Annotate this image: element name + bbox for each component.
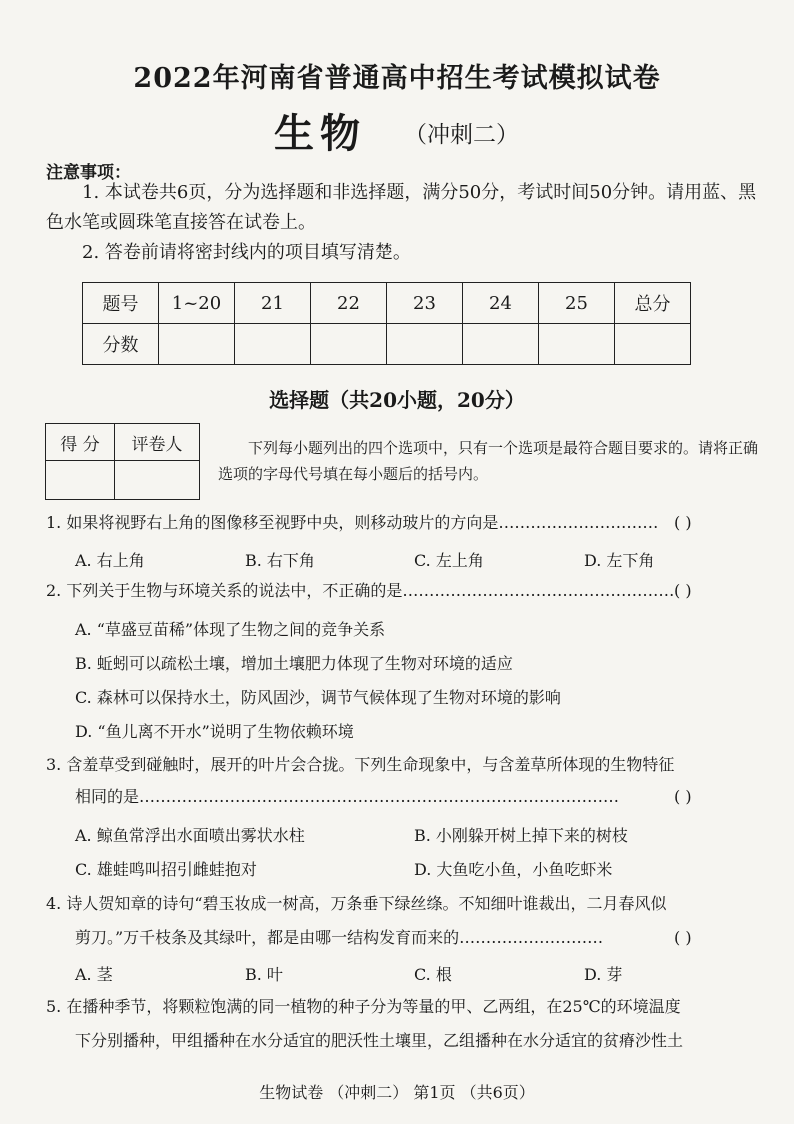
question-2-option-c: C. 森林可以保持水土，防风固沙，调节气候体现了生物对环境的影响 [75, 688, 561, 707]
score-table-cell: 21 [235, 283, 311, 324]
question-3-option-d: D. 大鱼吃小鱼，小鱼吃虾米 [414, 860, 613, 879]
answer-bracket[interactable]: ( ) [674, 581, 692, 600]
score-table [82, 282, 691, 365]
question-4-option-c: C. 根 [414, 965, 452, 984]
subject-line [0, 102, 794, 157]
question-4-stem-line-2: 剪刀。”万千枝条及其绿叶，都是由哪一结构发育而来的……………………… [75, 928, 604, 947]
score-input-cell[interactable] [235, 324, 311, 365]
question-5-stem-line-2: 下分别播种，甲组播种在水分适宜的肥沃性土壤里，乙组播种在水分适宜的贫瘠沙性土 [75, 1031, 684, 1050]
score-table-cell: 1~20 [159, 283, 235, 324]
question-3-option-b: B. 小刚躲开树上掉下来的树枝 [414, 826, 628, 845]
question-1-option-a: A. 右上角 [75, 551, 145, 570]
subject-name: 生物 [274, 110, 366, 157]
score-input-cell[interactable] [159, 324, 235, 365]
score-input-cell[interactable] [539, 324, 615, 365]
score-input-cell[interactable] [311, 324, 387, 365]
question-1-option-d: D. 左下角 [584, 551, 655, 570]
question-2-option-d: D. “鱼儿离不开水”说明了生物依赖环境 [75, 722, 354, 741]
question-5-stem-line-1: 5. 在播种季节，将颗粒饱满的同一植物的种子分为等量的甲、乙两组，在25℃的环境温度 [46, 997, 681, 1016]
grader-score-cell[interactable] [46, 461, 115, 500]
page-footer: 生物试卷 （冲刺二） 第1页 （共6页） [259, 1083, 535, 1102]
section-title: 选择题（共20小题，20分） [269, 388, 525, 412]
answer-bracket[interactable]: ( ) [674, 928, 692, 947]
question-2-option-b: B. 蚯蚓可以疏松土壤，增加土壤肥力体现了生物对环境的适应 [75, 654, 513, 673]
score-table-cell: 总分 [615, 283, 691, 324]
grader-table-grader-label: 评卷人 [115, 424, 200, 461]
notice-item-2: 2. 答卷前请将密封线内的项目填写清楚。 [82, 242, 411, 263]
question-3-stem-line-2: 相同的是……………………………………………………………………………… [75, 787, 620, 806]
question-2-stem: 2. 下列关于生物与环境关系的说法中，不正确的是…………………………………………… [46, 581, 675, 600]
question-3-option-c: C. 雄蛙鸣叫招引雌蛙抱对 [75, 860, 257, 879]
notice-heading: 注意事项： [46, 163, 131, 183]
exam-title: 2022年河南省普通高中招生考试模拟试卷 [133, 63, 661, 94]
score-table-score-row [83, 324, 691, 365]
question-4-option-a: A. 茎 [75, 965, 113, 984]
question-1-stem: 1. 如果将视野右上角的图像移至视野中央，则移动玻片的方向是………………………… [46, 513, 659, 532]
grader-table-score-label: 得 分 [46, 424, 115, 461]
question-2-option-a: A. “草盛豆苗稀”体现了生物之间的竞争关系 [75, 620, 386, 639]
edition-label: （冲刺二） [404, 122, 519, 148]
score-table-cell: 24 [463, 283, 539, 324]
score-table-header-row [83, 283, 691, 324]
notice-item-1: 1. 本试卷共6页，分为选择题和非选择题，满分50分，考试时间50分钟。请用蓝、黑色水笔或圆珠笔直接答在试卷上。 [46, 182, 757, 233]
section-instruction: 下列每小题列出的四个选项中，只有一个选项是最符合题目要求的。请将正确选项的字母代号填在每小题后的括号内。 [218, 439, 759, 483]
question-4-option-d: D. 芽 [584, 965, 623, 984]
score-table-cell: 23 [387, 283, 463, 324]
question-4-stem-line-1: 4. 诗人贺知章的诗句“碧玉妆成一树高，万条垂下绿丝绦。不知细叶谁裁出，二月春风似 [46, 894, 667, 913]
score-table-cell: 25 [539, 283, 615, 324]
question-3-stem-line-1: 3. 含羞草受到碰触时，展开的叶片会合拢。下列生命现象中，与含羞草所体现的生物特征 [46, 755, 675, 774]
grader-table [45, 423, 200, 500]
score-table-cell: 22 [311, 283, 387, 324]
question-1-option-b: B. 右下角 [245, 551, 315, 570]
score-input-cell[interactable] [463, 324, 539, 365]
score-table-cell: 题号 [83, 283, 159, 324]
question-4-option-b: B. 叶 [245, 965, 283, 984]
answer-bracket[interactable]: ( ) [674, 513, 692, 532]
answer-bracket[interactable]: ( ) [674, 787, 692, 806]
grader-name-cell[interactable] [115, 461, 200, 500]
score-row-label: 分数 [83, 324, 159, 365]
question-1-option-c: C. 左上角 [414, 551, 484, 570]
score-input-cell[interactable] [615, 324, 691, 365]
score-input-cell[interactable] [387, 324, 463, 365]
question-3-option-a: A. 鲸鱼常浮出水面喷出雾状水柱 [75, 826, 305, 845]
